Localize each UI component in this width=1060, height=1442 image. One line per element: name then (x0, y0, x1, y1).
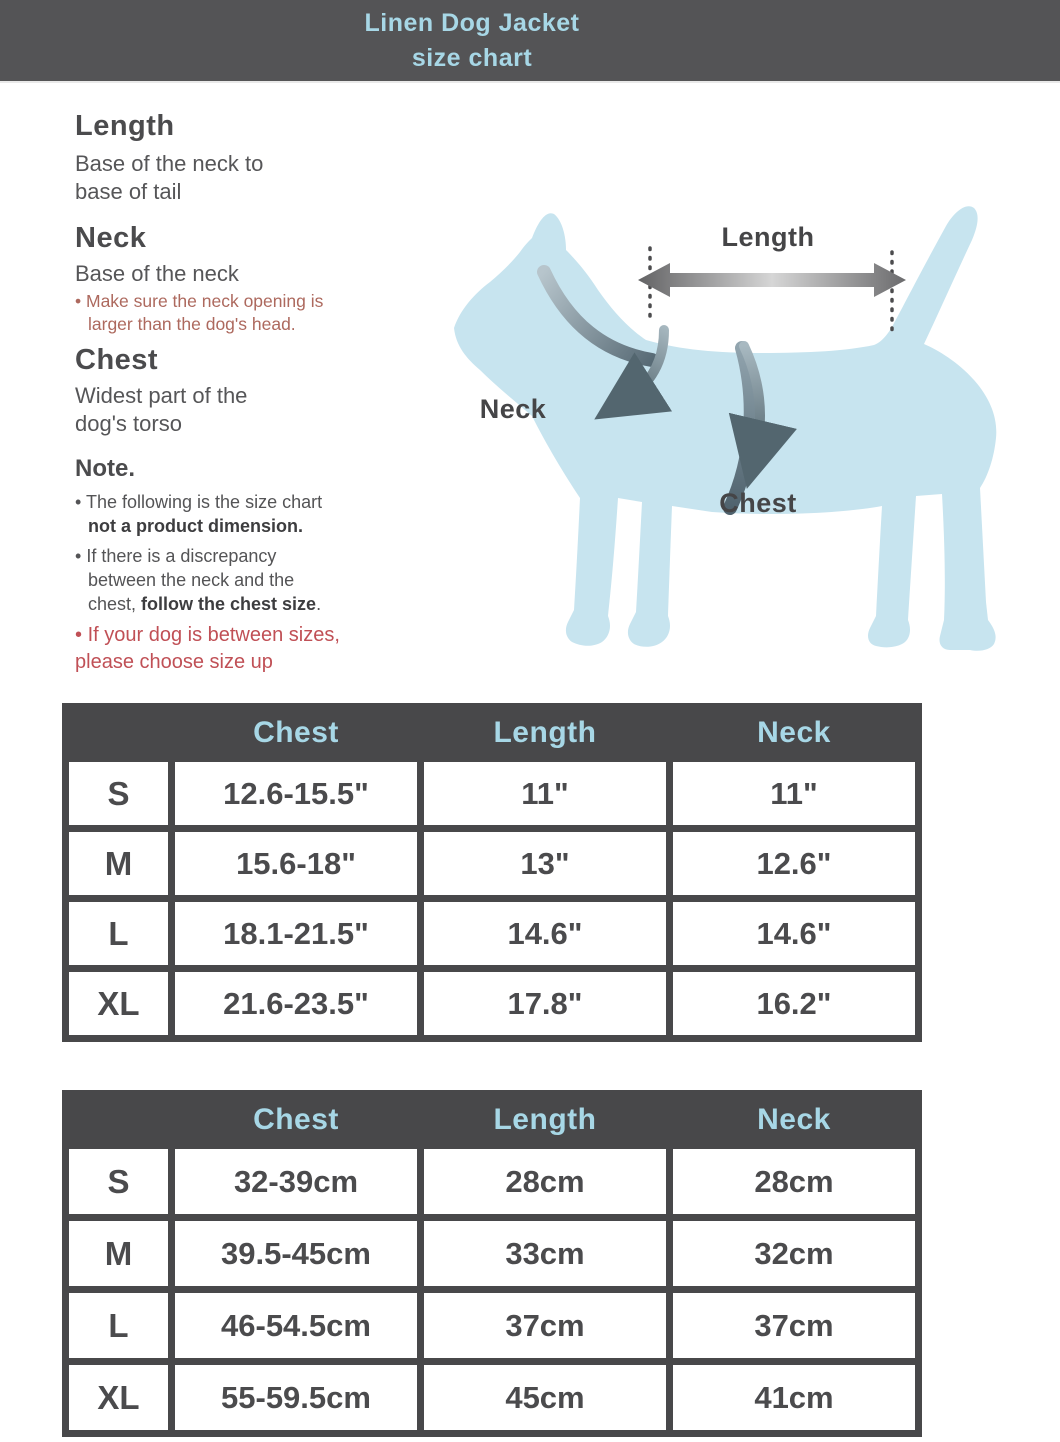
table-row (69, 902, 915, 965)
note-bullet-2 (75, 545, 327, 617)
length-value: 14.6" (424, 902, 666, 965)
chest-value: 18.1-21.5" (175, 902, 417, 965)
diagram-length-label: Length (721, 222, 815, 252)
chest-value: 12.6-15.5" (175, 762, 417, 825)
col-header-neck: Neck (673, 710, 915, 755)
length-value: 17.8" (424, 972, 666, 1035)
neck-value: 16.2" (673, 972, 915, 1035)
note-bullet-2-text: If there is a discrepancy between the neck and the chest, (86, 546, 295, 614)
neck-value: 28cm (673, 1149, 915, 1214)
table-row (69, 1293, 915, 1358)
chest-value: 55-59.5cm (175, 1365, 417, 1430)
chest-value: 46-54.5cm (175, 1293, 417, 1358)
glossary-desc-length: Base of the neck to base of tail (75, 151, 264, 205)
length-value: 28cm (424, 1149, 666, 1214)
size-label: M (69, 1221, 168, 1286)
page-title-line1: Linen Dog Jacket (364, 9, 580, 37)
size-label: L (69, 1293, 168, 1358)
glossary-desc-chest: Widest part of the dog's torso (75, 383, 248, 437)
table-header-row (69, 710, 915, 755)
table-row (69, 1221, 915, 1286)
corner-cell (69, 710, 168, 755)
size-label: L (69, 902, 168, 965)
col-header-chest: Chest (175, 710, 417, 755)
note-heading: Note. (75, 455, 135, 482)
size-table-cm (62, 1090, 922, 1437)
length-value: 13" (424, 832, 666, 895)
neck-value: 14.6" (673, 902, 915, 965)
size-label: XL (69, 972, 168, 1035)
chest-value: 32-39cm (175, 1149, 417, 1214)
table-row (69, 1149, 915, 1214)
col-header-length: Length (424, 1097, 666, 1142)
size-label: M (69, 832, 168, 895)
size-label: XL (69, 1365, 168, 1430)
length-value: 45cm (424, 1365, 666, 1430)
note-bullet-1-text: The following is the size chart (85, 492, 323, 512)
glossary-term-length: Length (75, 110, 175, 142)
neck-value: 12.6" (673, 832, 915, 895)
chest-value: 39.5-45cm (175, 1221, 417, 1286)
col-header-neck: Neck (673, 1097, 915, 1142)
diagram-chest-label: Chest (719, 488, 797, 518)
table-row (69, 1365, 915, 1430)
neck-value: 37cm (673, 1293, 915, 1358)
col-header-chest: Chest (175, 1097, 417, 1142)
length-value: 33cm (424, 1221, 666, 1286)
table-header-row (69, 1097, 915, 1142)
note-bullet-2-bold: follow the chest size (141, 593, 317, 614)
table-row (69, 972, 915, 1035)
note-bullet-1-bold: not a product dimension. (88, 515, 303, 536)
neck-warning-note: • Make sure the neck opening is larger than the dog's head. (75, 290, 325, 336)
size-label: S (69, 762, 168, 825)
between-sizes-warning: • If your dog is between sizes, please choose size up (75, 622, 355, 676)
chest-value: 21.6-23.5" (175, 972, 417, 1035)
size-label: S (69, 1149, 168, 1214)
glossary-term-neck: Neck (75, 222, 147, 254)
col-header-length: Length (424, 710, 666, 755)
neck-value: 32cm (673, 1221, 915, 1286)
table-row (69, 762, 915, 825)
table-row (69, 832, 915, 895)
length-value: 11" (424, 762, 666, 825)
page-title-line2: size chart (411, 44, 533, 72)
title-banner (0, 0, 1060, 83)
glossary-term-chest: Chest (75, 344, 159, 376)
note-bullet-1 (75, 491, 327, 539)
length-value: 37cm (424, 1293, 666, 1358)
neck-value: 11" (673, 762, 915, 825)
glossary-desc-neck: Base of the neck (75, 261, 239, 286)
corner-cell (69, 1097, 168, 1142)
neck-value: 41cm (673, 1365, 915, 1430)
diagram-neck-label: Neck (479, 394, 547, 424)
note-bullet-2-suffix: . (316, 593, 322, 614)
length-double-arrow (638, 263, 906, 297)
size-table-inches (62, 703, 922, 1042)
chest-value: 15.6-18" (175, 832, 417, 895)
dog-body-shape (454, 206, 996, 651)
